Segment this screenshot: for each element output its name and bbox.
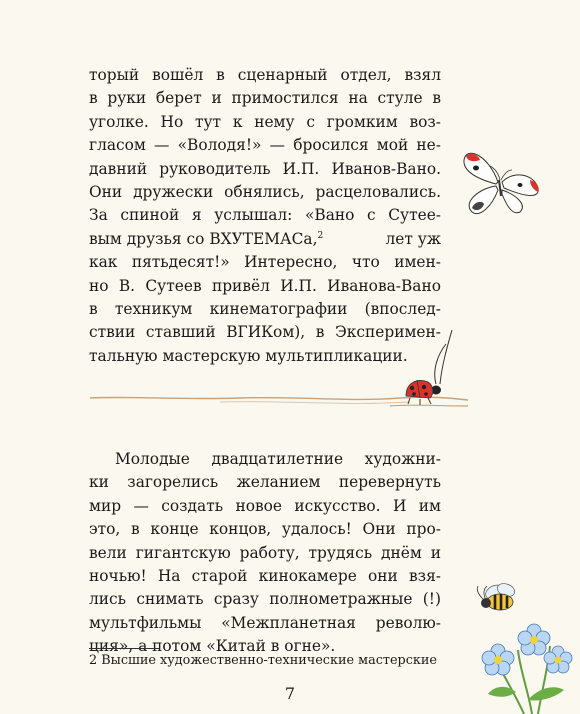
text-line: За спиной я услышал: «Вано с Сутее-: [89, 206, 441, 225]
text-line: давний руководитель И.П. Иванов-Вано.: [89, 159, 441, 178]
text-line: Молодые двадцатилетние художни-: [115, 450, 441, 468]
text-line: торый вошёл в сценарный отдел, взял: [89, 66, 441, 84]
paragraph-2: [89, 448, 441, 659]
page-number: 7: [284, 684, 296, 703]
footnote-divider: [89, 648, 159, 649]
text-line: в техникум кинематографии (впослед-: [89, 300, 441, 319]
text-line: ция», а потом «Китай в огне».: [89, 637, 336, 656]
ladybug-illustration: [90, 326, 470, 424]
text-fragment: лет уж: [380, 229, 441, 248]
text-line: уголке. Но тут к нему с громким воз-: [89, 112, 441, 131]
text-line: ки загорелись желанием перевернуть: [89, 473, 441, 492]
paragraph-1: [89, 64, 441, 368]
text-line: но В. Сутеев привёл И.П. Иванова-Вано: [89, 276, 441, 295]
text-line: ствии ставший ВГИКом), в Эксперимен-: [89, 323, 441, 342]
text-line: тальную мастерскую мультипликации.: [89, 346, 408, 365]
bee-icon: [477, 581, 516, 610]
text-fragment: [89, 228, 323, 251]
bee-on-flowers-illustration: [458, 580, 580, 714]
text-line: ночью! На старой кинокамере они взя-: [89, 567, 441, 586]
footnote-text: Высшие художественно-технические мастерские: [101, 653, 438, 668]
text-line: в руки берет и примостился на стуле в: [89, 89, 441, 108]
text-line: мультфильмы «Межпланетная револю-: [89, 613, 441, 632]
footnote-number: 2: [89, 653, 98, 668]
text-fragment: вым друзья со ВХУТЕМАСа,: [89, 229, 318, 248]
text-line: лись снимать сразу полнометражные (!): [89, 590, 441, 609]
footnote-reference[interactable]: 2: [317, 230, 324, 241]
butterfly-illustration: [458, 148, 544, 218]
flower-icon: [518, 624, 550, 655]
text-line: мир — создать новое искусство. И им: [89, 496, 441, 515]
text-line: это, в конце концов, удалось! Они про-: [89, 520, 441, 539]
flower-icon: [544, 646, 572, 673]
footnote: [89, 652, 449, 669]
text-line-with-footnote: [89, 228, 441, 251]
text-line: как пятьдесят!» Интересно, что имен-: [89, 253, 441, 272]
text-line: вели гигантскую работу, трудясь днём и: [89, 543, 441, 562]
text-line: гласом — «Володя!» — бросился мой не-: [89, 136, 441, 155]
flower-icon: [482, 644, 514, 675]
text-line: Они дружески обнялись, расцеловались.: [89, 183, 441, 202]
